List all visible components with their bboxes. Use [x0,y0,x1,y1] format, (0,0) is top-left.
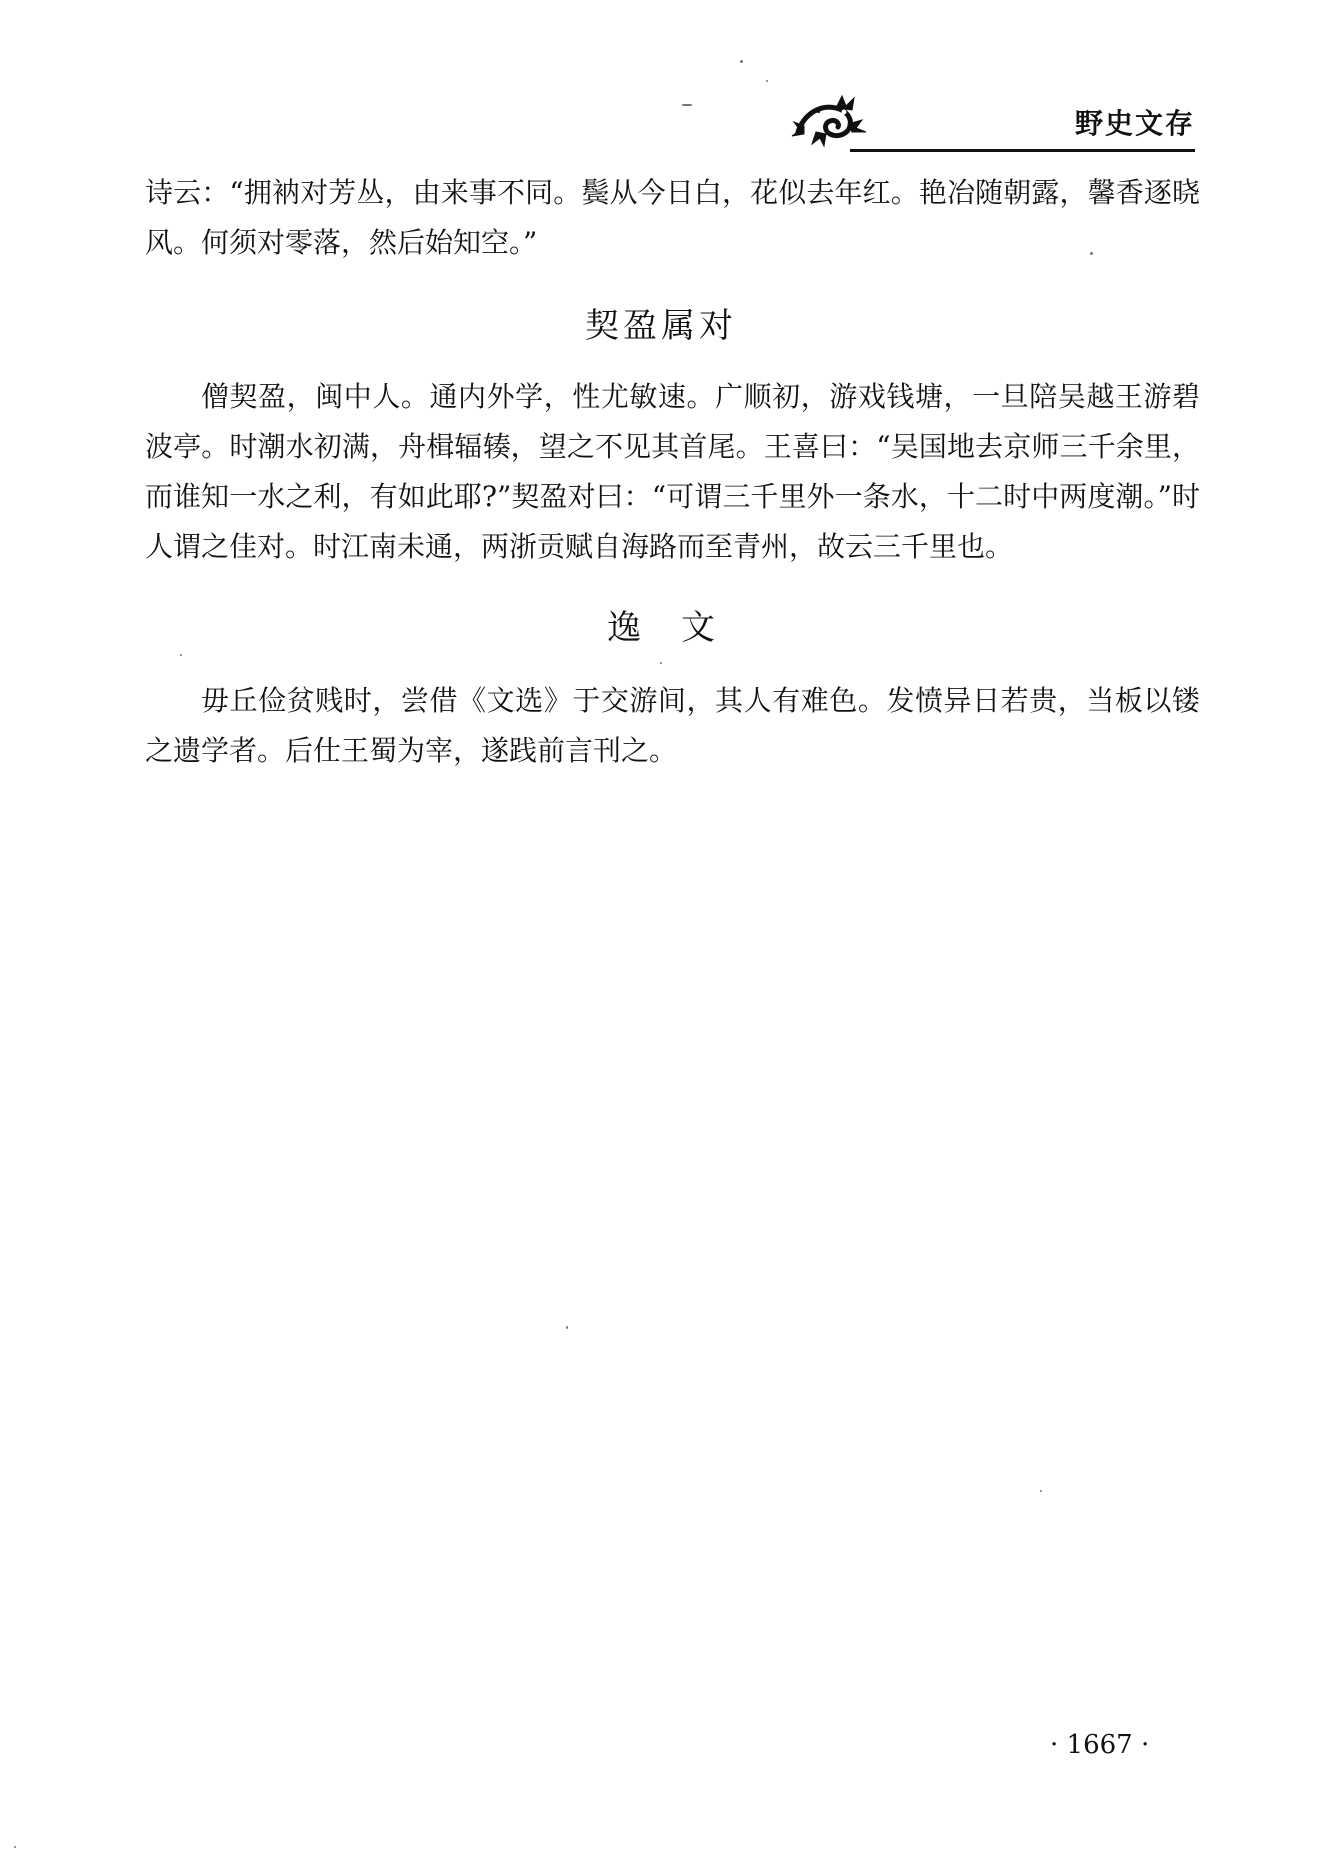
qiying-paragraph: 僧契盈，闽中人。通内外学，性尤敏速。广顺初，游戏钱塘，一旦陪吴越王游碧波亭。时潮水初满，舟楫辐辏，望之不见其首尾。王喜曰：“吴国地去京师三千余里，而谁知一水之利，有如此耶?”契盈对曰：“可谓三千里外一条水，十二时中两度潮。”时人谓之佳对。时江南未通，两浙贡赋自海路而至青州，故云三千里也。 [145,380,1200,563]
scan-speck [566,1326,568,1329]
scan-speck [660,662,662,664]
section-title-yiwen: 逸文 [607,608,755,648]
running-header-title: 野史文存 [1074,107,1195,140]
dragon-emblem-icon [790,92,870,148]
scan-speck [682,104,692,106]
scan-speck [1090,252,1093,255]
poem-paragraph: 诗云：“拥衲对芳丛，由来事不同。鬓从今日白，花似去年红。艳冶随朝露，馨香逐晓风。何须对零落，然后始知空。” [145,176,1200,259]
scan-speck [14,1846,16,1848]
yiwen-paragraph: 毋丘俭贫贱时，尝借《文选》于交游间，其人有难色。发愤异日若贵，当板以镂之遗学者。后仕王蜀为宰，遂践前言刊之。 [145,684,1200,767]
scan-speck [766,80,768,82]
scan-speck [1040,1490,1042,1492]
section-title-qiying: 契盈属对 [585,306,737,346]
scan-speck [180,654,182,656]
header-rule [850,149,1195,152]
scan-speck [740,60,743,63]
running-header [790,88,1195,152]
page-number: · 1667 · [1050,1730,1150,1760]
